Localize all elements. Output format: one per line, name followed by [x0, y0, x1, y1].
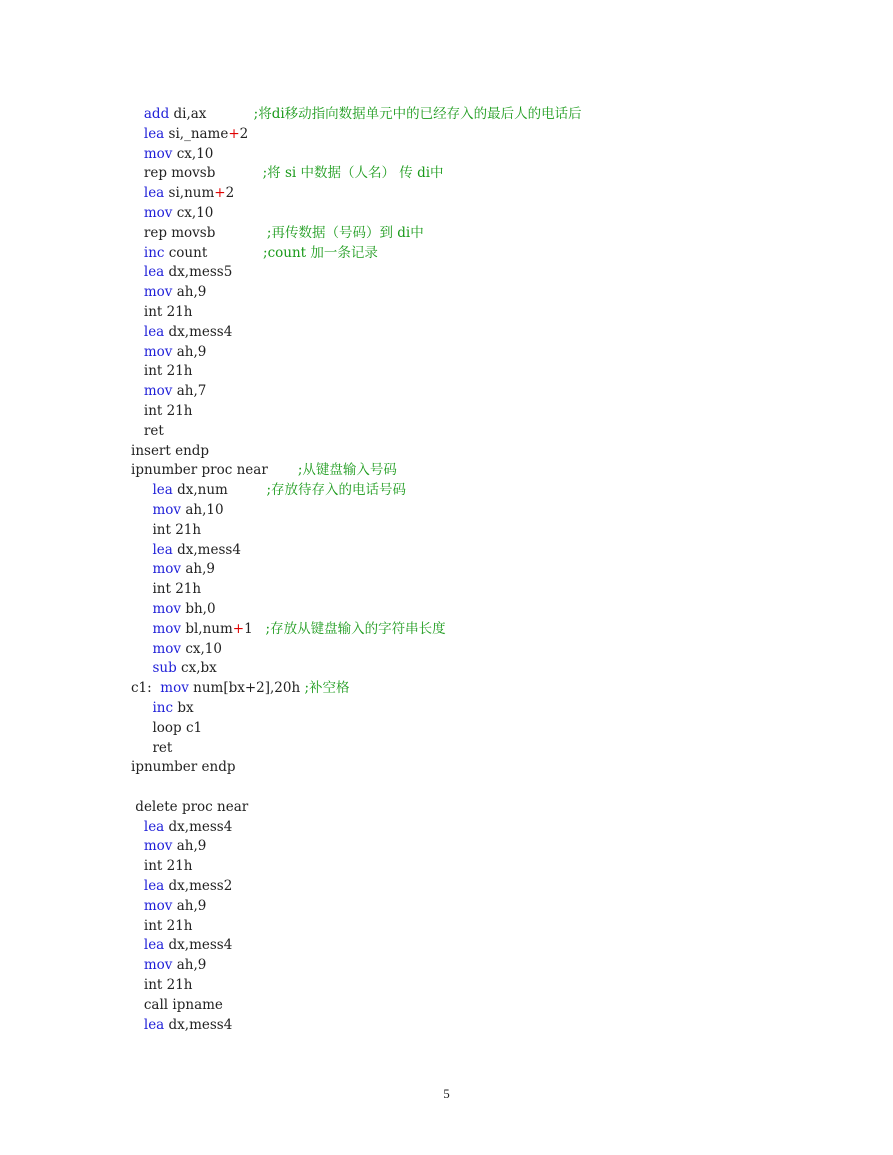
code-line: [131, 125, 582, 145]
instruction-keyword: lea: [143, 125, 165, 142]
code-comment: ;存放从键盘输入的字符串长度: [265, 620, 446, 637]
code-text: int 21h: [152, 581, 202, 598]
code-line: [131, 818, 582, 838]
code-line: [131, 204, 582, 224]
code-text: dx,mess2: [164, 878, 233, 895]
instruction-keyword: mov: [152, 620, 182, 637]
code-text: insert endp: [131, 442, 210, 459]
code-line: [131, 244, 582, 264]
code-comment: ;将di移动指向数据单元中的已经存入的最后人的电话后: [253, 106, 582, 122]
code-text: loop c1: [152, 719, 203, 736]
line-indent: [131, 542, 152, 558]
code-text: int 21h: [143, 303, 193, 320]
line-indent: [131, 344, 144, 360]
code-line: [131, 263, 582, 283]
instruction-keyword: inc: [143, 244, 165, 261]
instruction-keyword: lea: [143, 878, 165, 895]
code-text: dx,mess4: [164, 937, 233, 954]
code-line: [131, 501, 582, 521]
page-number: 5: [443, 1086, 450, 1101]
code-text: di,ax: [169, 106, 207, 122]
code-line: [131, 798, 582, 818]
instruction-keyword: lea: [143, 937, 165, 954]
comment-gap: [215, 225, 267, 241]
code-text: ret: [152, 739, 173, 756]
line-indent: [131, 621, 152, 637]
code-text: ret: [143, 422, 164, 439]
code-line: [131, 857, 582, 877]
code-text: count: [164, 244, 208, 261]
code-text: int 21h: [143, 977, 193, 994]
line-indent: [131, 641, 152, 657]
line-indent: [131, 700, 152, 716]
code-comment: ;将 si 中数据（人名） 传 di中: [262, 165, 444, 182]
code-line: [131, 560, 582, 580]
line-indent: [131, 165, 144, 181]
code-text: int 21h: [143, 363, 193, 380]
code-text: int 21h: [143, 858, 193, 875]
comment-gap: [253, 621, 266, 637]
code-comment: ;补空格: [304, 680, 350, 697]
code-line: [131, 739, 582, 759]
code-line: [131, 481, 582, 501]
code-line: [131, 521, 582, 541]
line-indent: [131, 304, 144, 320]
code-line: [131, 442, 582, 462]
line-indent: [131, 898, 144, 914]
code-line: [131, 679, 582, 699]
code-line: [131, 936, 582, 956]
code-text: bl,num: [181, 620, 233, 637]
line-indent: [131, 977, 144, 993]
instruction-keyword: mov: [143, 204, 173, 221]
line-indent: [131, 997, 144, 1013]
code-text: ah,9: [172, 284, 207, 301]
code-text: ah,10: [181, 501, 224, 518]
code-text: dx,mess4: [164, 323, 233, 340]
code-line: [131, 620, 582, 640]
code-text: ah,9: [181, 561, 215, 578]
code-text-tail: 1: [244, 620, 253, 637]
instruction-keyword: lea: [152, 541, 173, 558]
line-indent: [131, 918, 144, 934]
code-text: ah,9: [172, 897, 207, 914]
line-indent: [131, 660, 152, 676]
code-line: [131, 778, 582, 798]
code-text: cx,10: [181, 640, 222, 657]
line-indent: [131, 1017, 144, 1033]
code-text-tail: 2: [225, 185, 235, 202]
code-text: si,num: [164, 185, 215, 202]
line-indent: [131, 284, 144, 300]
code-line: [131, 323, 582, 343]
code-text: dx,num: [172, 482, 228, 499]
instruction-keyword: mov: [143, 897, 173, 914]
code-text: dx,mess4: [164, 818, 233, 835]
code-text: call ipname: [143, 996, 223, 1013]
code-line: [131, 145, 582, 165]
line-indent: [131, 858, 144, 874]
code-line: [131, 283, 582, 303]
comment-gap: [215, 165, 262, 181]
code-line: [131, 956, 582, 976]
code-line: [131, 837, 582, 857]
code-text: rep movsb: [143, 224, 216, 241]
code-text: bx: [173, 699, 194, 716]
code-text: cx,10: [172, 145, 214, 162]
comment-gap: [207, 245, 263, 261]
code-text: ah,7: [172, 383, 207, 400]
line-indent: [131, 740, 152, 756]
instruction-keyword: lea: [143, 264, 165, 281]
code-line: [131, 659, 582, 679]
line-indent: [131, 363, 144, 379]
line-indent: [131, 838, 144, 854]
line-indent: [131, 502, 152, 518]
code-line: [131, 541, 582, 561]
code-listing: [131, 105, 582, 1035]
code-text: ah,9: [172, 838, 207, 855]
instruction-keyword: lea: [152, 482, 173, 499]
line-indent: [131, 403, 144, 419]
code-text: int 21h: [152, 521, 202, 538]
instruction-keyword: mov: [143, 343, 173, 360]
plus-operator: +: [232, 620, 245, 637]
code-text: bh,0: [181, 600, 216, 617]
code-label: c1:: [131, 680, 161, 697]
code-text: rep movsb: [143, 165, 216, 182]
line-indent: [131, 205, 144, 221]
code-line: [131, 758, 582, 778]
code-line: [131, 303, 582, 323]
code-line: [131, 640, 582, 660]
instruction-keyword: mov: [152, 640, 182, 657]
instruction-keyword: mov: [160, 680, 189, 697]
line-indent: [131, 561, 152, 577]
instruction-keyword: mov: [143, 145, 173, 162]
instruction-keyword: add: [143, 106, 170, 122]
code-line: [131, 402, 582, 422]
line-indent: [131, 581, 152, 597]
code-line: [131, 362, 582, 382]
code-text: cx,bx: [176, 660, 217, 677]
code-line: [131, 600, 582, 620]
code-text: ah,9: [172, 957, 207, 974]
code-line: [131, 184, 582, 204]
code-text: ipnumber proc near: [131, 462, 268, 479]
code-line: [131, 1016, 582, 1036]
comment-gap: [268, 462, 298, 478]
instruction-keyword: mov: [143, 957, 173, 974]
code-line: [131, 580, 582, 600]
line-indent: [131, 937, 144, 953]
code-line: [131, 976, 582, 996]
line-indent: [131, 383, 144, 399]
code-text: ah,9: [172, 343, 207, 360]
line-indent: [131, 225, 144, 241]
code-line: [131, 996, 582, 1016]
line-indent: [131, 245, 144, 261]
instruction-keyword: mov: [143, 838, 173, 855]
instruction-keyword: lea: [143, 818, 165, 835]
line-indent: [131, 106, 144, 122]
line-indent: [131, 482, 152, 498]
code-line: [131, 877, 582, 897]
code-line: [131, 699, 582, 719]
code-comment: ;count 加一条记录: [263, 244, 378, 261]
code-text: cx,10: [172, 204, 214, 221]
code-comment: ;存放待存入的电话号码: [266, 482, 407, 499]
line-indent: [131, 423, 144, 439]
line-indent: [131, 324, 144, 340]
code-line: [131, 917, 582, 937]
code-text: delete proc near: [135, 798, 249, 815]
code-text: num[bx+2],20h: [188, 680, 301, 697]
code-line: [131, 105, 582, 125]
line-indent: [131, 146, 144, 162]
line-indent: [131, 522, 152, 538]
line-indent: [131, 185, 144, 201]
code-text: int 21h: [143, 917, 193, 934]
line-indent: [131, 878, 144, 894]
instruction-keyword: mov: [143, 383, 173, 400]
code-text: dx,mess4: [164, 1016, 233, 1033]
line-indent: [131, 957, 144, 973]
code-line: [131, 224, 582, 244]
comment-gap: [206, 106, 253, 122]
instruction-keyword: lea: [143, 323, 165, 340]
code-line: [131, 382, 582, 402]
line-indent: [131, 819, 144, 835]
code-line: [131, 422, 582, 442]
plus-operator: +: [228, 125, 240, 142]
instruction-keyword: mov: [152, 600, 182, 617]
code-text: dx,mess5: [164, 264, 233, 281]
code-line: [131, 897, 582, 917]
code-line: [131, 164, 582, 184]
code-text: dx,mess4: [172, 541, 241, 558]
instruction-keyword: sub: [152, 660, 177, 677]
code-text: ipnumber endp: [131, 759, 236, 776]
comment-gap: [228, 482, 267, 498]
line-indent: [131, 264, 144, 280]
line-indent: [131, 126, 144, 142]
instruction-keyword: mov: [143, 284, 173, 301]
instruction-keyword: lea: [143, 1016, 165, 1033]
plus-operator: +: [214, 185, 226, 202]
code-line: [131, 343, 582, 363]
code-text: si,_name: [164, 125, 229, 142]
line-indent: [131, 720, 152, 736]
instruction-keyword: lea: [143, 185, 165, 202]
code-comment: ;从键盘输入号码: [297, 462, 397, 479]
code-text-tail: 2: [239, 125, 249, 142]
instruction-keyword: inc: [152, 699, 174, 716]
instruction-keyword: mov: [152, 501, 182, 518]
code-comment: ;再传数据（号码）到 di中: [266, 224, 424, 241]
code-text: int 21h: [143, 402, 193, 419]
code-line: [131, 461, 582, 481]
line-indent: [131, 601, 152, 617]
code-line: [131, 719, 582, 739]
instruction-keyword: mov: [152, 561, 182, 578]
